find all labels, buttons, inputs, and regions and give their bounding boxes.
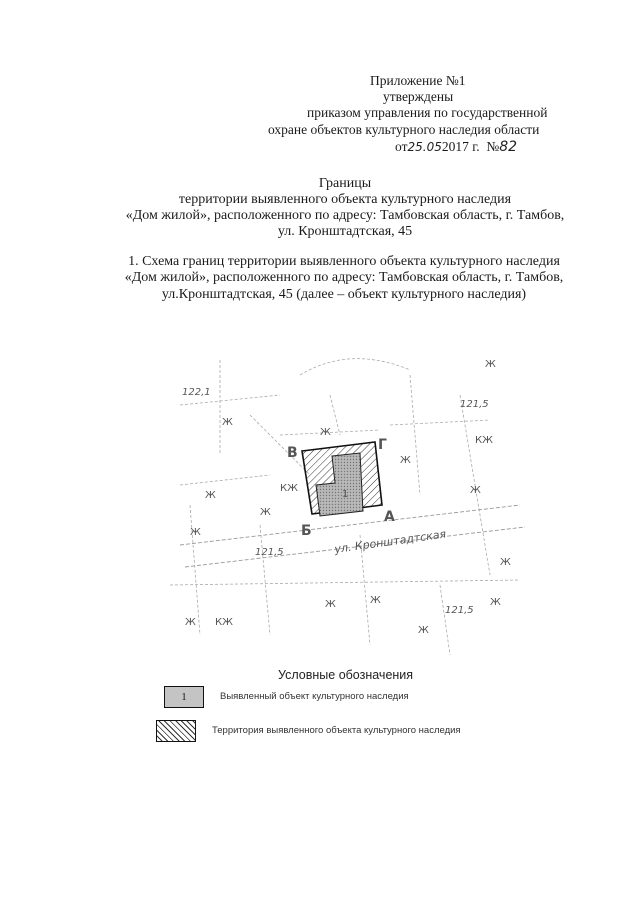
title-line-3: «Дом жилой», расположенного по адресу: Тамбовская область, г. Тамбов,: [125, 208, 565, 223]
street-band: [180, 505, 525, 567]
legend-label-object: Выявленный объект культурного наследия: [220, 691, 409, 702]
elevation-label: 121,5: [445, 605, 474, 616]
building-mark: Ж: [325, 599, 336, 610]
title-line-4: ул. Кронштадтская, 45: [277, 224, 413, 239]
building-mark: Ж: [320, 427, 331, 438]
order-line: приказом управления по государственной: [307, 105, 548, 120]
approved-label: утверждены: [383, 89, 454, 104]
building-mark: Ж: [205, 490, 216, 501]
point-a-label: А: [384, 509, 395, 525]
building-mark: КЖ: [280, 483, 298, 494]
legend-title: Условные обозначения: [278, 668, 414, 682]
elevation-label: 122,1: [182, 387, 211, 398]
building-mark: КЖ: [215, 617, 233, 628]
appendix-label: Приложение №1: [370, 73, 466, 88]
building-mark: Ж: [185, 617, 196, 628]
building-mark: Ж: [370, 595, 381, 606]
street-name-label: ул. Кронштадтская: [333, 527, 447, 556]
legend-swatch-territory: [156, 720, 196, 742]
building-mark: КЖ: [475, 435, 493, 446]
title-line-2: территории выявленного объекта культурного наследия: [178, 192, 512, 207]
date-prefix: от: [395, 139, 408, 154]
point-b-label: Б: [301, 523, 312, 539]
building-mark: Ж: [470, 485, 481, 496]
date-number-line: [395, 139, 517, 155]
building-mark: Ж: [500, 557, 511, 568]
title-line-1: Границы: [318, 176, 372, 191]
point-v-label: В: [287, 445, 298, 461]
handwritten-number: 82: [499, 139, 518, 155]
building-mark: Ж: [222, 417, 233, 428]
legend-swatch-object: 1: [164, 686, 204, 708]
section-line-1: 1. Схема границ территории выявленного объекта культурного наследия: [128, 254, 560, 269]
building-mark: Ж: [490, 597, 501, 608]
date-year: 2017 г.: [441, 139, 480, 154]
number-sign: №: [486, 139, 500, 154]
building-mark: Ж: [400, 455, 411, 466]
boundary-map: [160, 335, 540, 665]
authority-line: охране объектов культурного наследия области: [268, 122, 540, 137]
building-mark: Ж: [260, 507, 271, 518]
building-mark: Ж: [190, 527, 201, 538]
elevation-label: 121,5: [460, 399, 489, 410]
legend-label-territory: Территория выявленного объекта культурного наследия: [212, 725, 461, 736]
building-mark: Ж: [485, 359, 496, 370]
handwritten-date: 25.05: [407, 140, 442, 154]
building-mark: Ж: [418, 625, 429, 636]
object-number-label: 1: [342, 489, 349, 500]
section-line-2: «Дом жилой», расположенного по адресу: Тамбовская область, г. Тамбов,: [124, 270, 564, 285]
section-line-3: ул.Кронштадтская, 45 (далее – объект культурного наследия): [161, 287, 527, 302]
elevation-label: 121,5: [255, 547, 284, 558]
point-g-label: Г: [378, 437, 387, 453]
